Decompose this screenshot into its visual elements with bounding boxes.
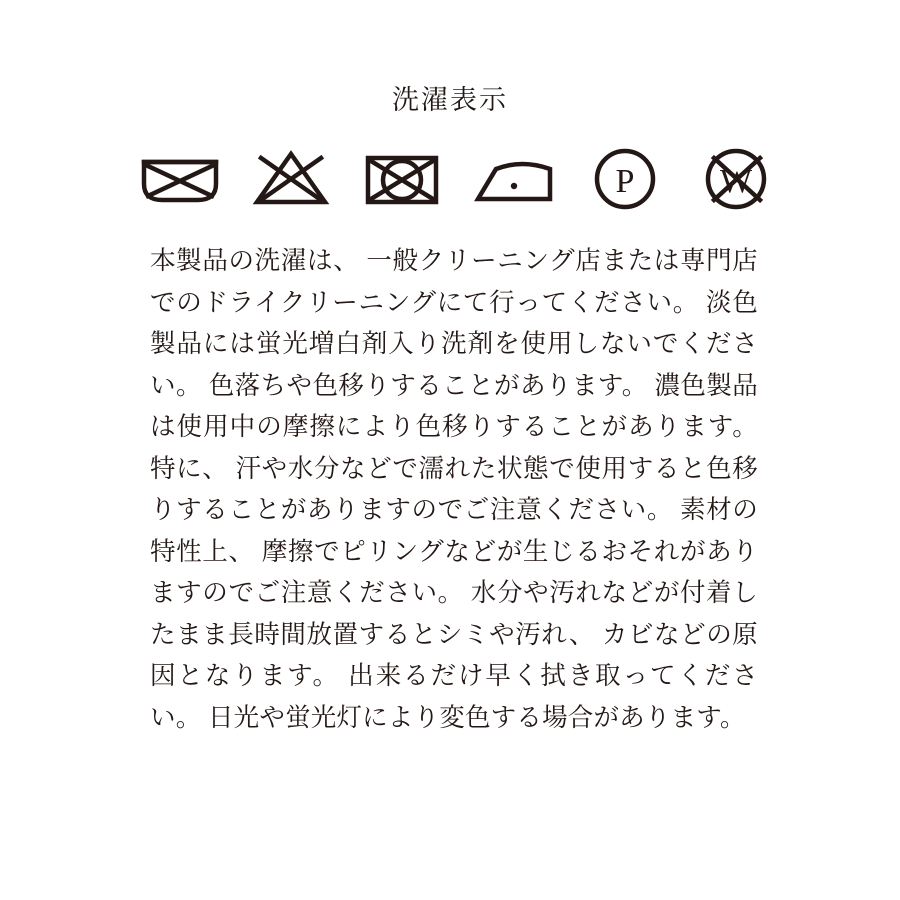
svg-text:W: W: [719, 163, 752, 200]
iron-low-temperature-icon: [472, 142, 556, 214]
tumble-dry-prohibited-icon: [360, 142, 444, 214]
wet-clean-prohibited-icon: [694, 142, 778, 214]
care-symbol-row: [138, 138, 778, 218]
dry-clean-perchloroethylene-icon: [583, 142, 667, 214]
bleach-prohibited-icon: [249, 142, 333, 214]
hand-wash-prohibited-icon: [138, 142, 222, 214]
svg-text:P: P: [615, 163, 635, 200]
care-instructions-paragraph: 本製品の洗濯は、 一般クリーニング店または専門店でのドライクリーニングにて行ってください。 淡色製品には蛍光増白剤入り洗剤を使用しないでください。 色落ちや色移りすることがあります。 濃色製品は使用中の摩擦により色移りすることがあります。 特に、 汗や水分などで濡れた状態で使用すると色移りすることがありますのでご注意ください。 素材の特性上、 摩擦でピリングなどが生じるおそれがありますのでご注意ください。 水分や汚れなどが付着したまま長時間放置するとシミや汚れ、 カビなどの原因となります。 出来るだけ早く拭き取ってください。 日光や蛍光灯により変色する場合があります。: [150, 246, 758, 732]
care-instructions-text: [150, 240, 758, 738]
page-title: 洗濯表示: [392, 85, 508, 115]
